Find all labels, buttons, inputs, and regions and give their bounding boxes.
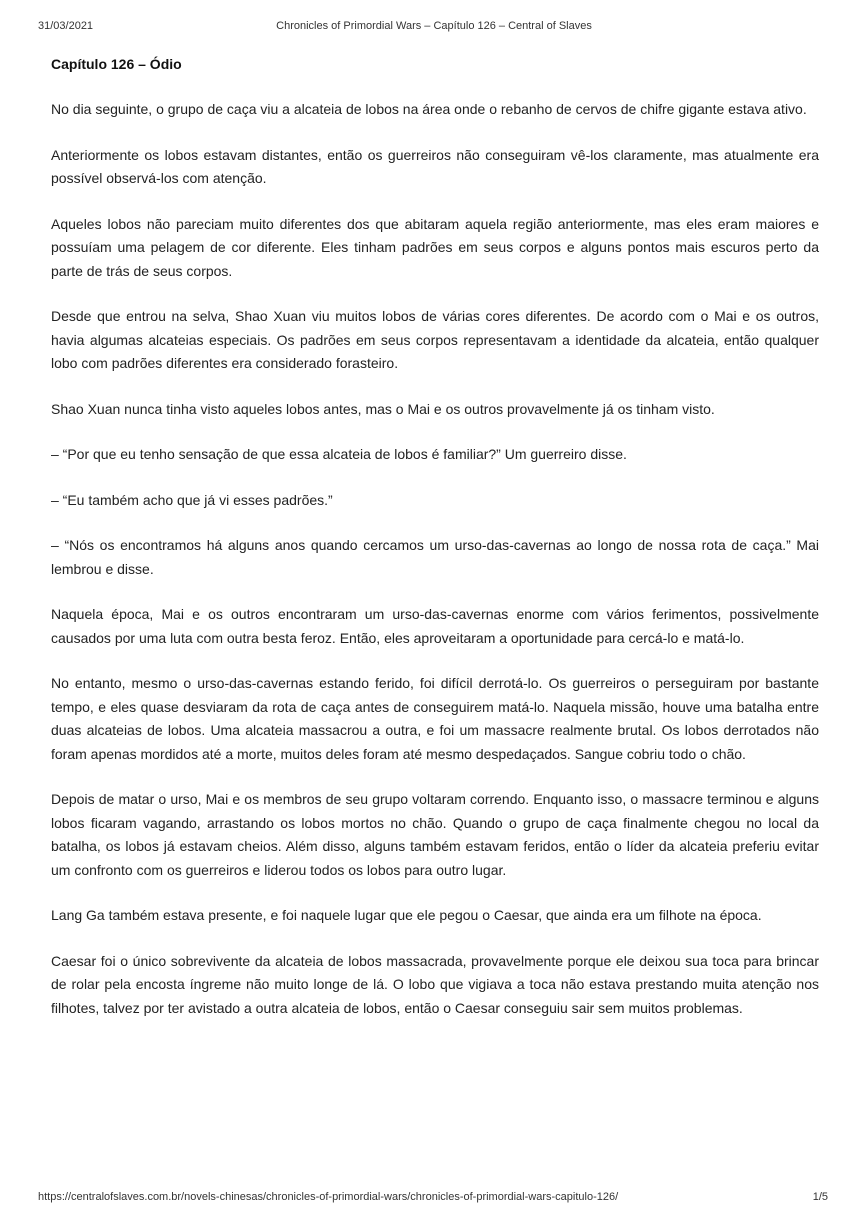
paragraph: Lang Ga também estava presente, e foi naquele lugar que ele pegou o Caesar, que ainda era um filhote na época.: [51, 907, 762, 923]
paragraph: – “Eu também acho que já vi esses padrões.”: [51, 491, 333, 508]
paragraph: No dia seguinte, o grupo de caça viu a alcateia de lobos na área onde o rebanho de cervos de chifre gigante estava ativo.: [51, 101, 807, 117]
paragraph: No entanto, mesmo o urso-das-cavernas estando ferido, foi difícil derrotá-lo. Os guerreiros o perseguiram por bastante tempo, e eles quase desviaram da rota de caça antes de conseguirem matá-lo. Naquela missão, houve uma batalha entre duas alcateias de lobos. Uma alcateia massacrou a outra, e foi um massacre realmente brutal. Os lobos derrotados não foram apenas mordidos até a morte, muitos deles foram até mesmo despedaçados. Sangue cobriu todo o chão.: [51, 675, 819, 762]
paragraph: Caesar foi o único sobrevivente da alcateia de lobos massacrada, provavelmente porque ele deixou sua toca para brincar de rolar pela encosta íngreme não muito longe de lá. O lobo que vigiava a toca não estava prestando muita atenção nos filhotes, talvez por ter avistado a outra alcateia de lobos, então o Caesar conseguiu sair sem muitos problemas.: [51, 952, 819, 1016]
paragraph: Shao Xuan nunca tinha visto aqueles lobos antes, mas o Mai e os outros provavelmente já os tinham visto.: [51, 400, 715, 417]
page-number: 1/5: [812, 1191, 828, 1203]
document-title: Chronicles of Primordial Wars – Capítulo 126 – Central of Slaves: [276, 20, 592, 32]
chapter-title: Capítulo 126 – Ódio: [51, 56, 182, 72]
paragraph: – “Nós os encontramos há alguns anos quando cercamos um urso-das-cavernas ao longo de nossa rota de caça.” Mai lembrou e disse.: [51, 537, 819, 577]
paragraph: Depois de matar o urso, Mai e os membros de seu grupo voltaram correndo. Enquanto isso, o massacre terminou e alguns lobos ficaram vagando, arrastando os lobos mortos no chão. Quando o grupo de caça finalmente chegou no local da batalha, os lobos já estavam cheios. Além disso, alguns também estavam feridos, então o líder da alcateia preferiu evitar um confronto com os guerreiros e liderou todos os lobos para outro lugar.: [51, 791, 819, 878]
paragraph: Naquela época, Mai e os outros encontraram um urso-das-cavernas enorme com vários ferimentos, possivelmente causados por uma luta com outra besta feroz. Então, eles aproveitaram a oportunidade para cercá-lo e matá-lo.: [51, 606, 819, 646]
print-date: 31/03/2021: [38, 20, 94, 32]
article-content: [51, 54, 819, 1042]
paragraph: Anteriormente os lobos estavam distantes, então os guerreiros não conseguiram vê-los claramente, mas atualmente era possível observá-los com atenção.: [51, 146, 819, 186]
paragraph: – “Por que eu tenho sensação de que essa alcateia de lobos é familiar?” Um guerreiro disse.: [51, 446, 627, 462]
print-header: [38, 20, 830, 36]
print-footer: [38, 1191, 828, 1207]
paragraph: Aqueles lobos não pareciam muito diferentes dos que abitaram aquela região anteriormente, mas eles eram maiores e possuíam uma pelagem de cor diferente. Eles tinham padrões em seus corpos e alguns pontos mais escuros perto da parte de trás de seus corpos.: [51, 215, 819, 279]
page-url-link[interactable]: https://centralofslaves.com.br/novels-chinesas/chronicles-of-primordial-wars/chronicles-of-primordial-wars-capitulo-126/: [38, 1191, 619, 1203]
paragraph: Desde que entrou na selva, Shao Xuan viu muitos lobos de várias cores diferentes. De acordo com o Mai e os outros, havia algumas alcateias especiais. Os padrões em seus corpos representavam a identidade da alcateia, então qualquer lobo com padrões diferentes era considerado forasteiro.: [51, 308, 819, 371]
